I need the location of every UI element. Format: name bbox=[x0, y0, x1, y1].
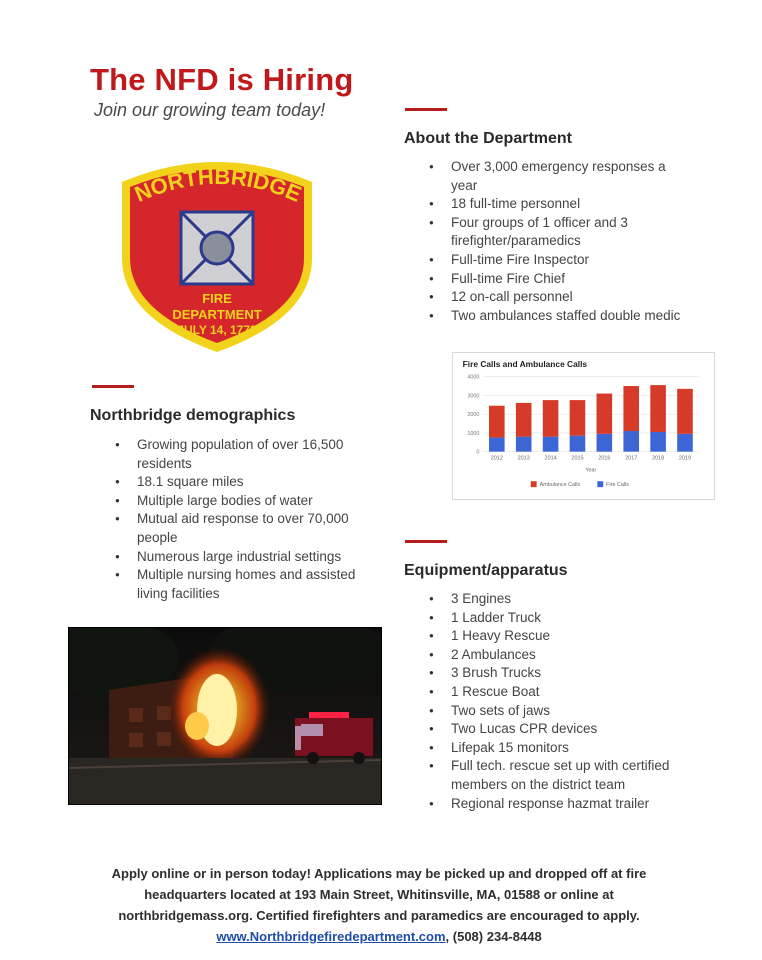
demographics-item: ● 18.1 square miles bbox=[111, 473, 371, 492]
equipment-item: ● 1 Rescue Boat bbox=[425, 683, 695, 702]
chart-bar-fire-2017 bbox=[623, 431, 639, 452]
chart-bar-fire-2014 bbox=[543, 437, 559, 452]
chart-bar-fire-2019 bbox=[677, 434, 693, 452]
about-divider bbox=[405, 108, 447, 111]
equipment-list bbox=[425, 590, 695, 813]
footer-line-1: Apply online or in person today! Applications may be picked up and dropped off at fire bbox=[111, 866, 647, 881]
equipment-item: ● Lifepak 15 monitors bbox=[425, 739, 695, 758]
demographics-item: ● Multiple large bodies of water bbox=[111, 492, 371, 511]
chart-bar-ambulance-2016 bbox=[597, 394, 613, 434]
chart-x-tick-label: 2012 bbox=[490, 455, 503, 462]
chart-x-axis-label: Year bbox=[585, 467, 597, 474]
about-item: ● 18 full-time personnel bbox=[425, 195, 685, 214]
equipment-divider bbox=[405, 540, 447, 543]
chart-bar-fire-2013 bbox=[516, 437, 532, 452]
patch-line-date: JULY 14, 1772 bbox=[177, 323, 257, 337]
equipment-item: ● 3 Engines bbox=[425, 590, 695, 609]
equipment-item: ● 1 Heavy Rescue bbox=[425, 627, 695, 646]
equipment-item: ● 3 Brush Trucks bbox=[425, 664, 695, 683]
equipment-item: ● 2 Ambulances bbox=[425, 646, 695, 665]
page-subtitle: Join our growing team today! bbox=[94, 100, 326, 120]
demographics-item: ● Multiple nursing homes and assisted living facilities bbox=[111, 566, 371, 603]
chart-legend-swatch bbox=[597, 481, 603, 487]
about-item: ● Over 3,000 emergency responses a year bbox=[425, 158, 685, 195]
about-item: ● Full-time Fire Inspector bbox=[425, 251, 685, 270]
northbridge-fire-patch-logo bbox=[114, 148, 320, 354]
chart-bar-ambulance-2012 bbox=[489, 406, 505, 438]
equipment-item: ● Full tech. rescue set up with certified members on the district team bbox=[425, 757, 695, 794]
chart-y-tick-label: 1000 bbox=[467, 430, 480, 437]
footer-line-4 bbox=[60, 926, 698, 947]
chart-x-tick-label: 2016 bbox=[598, 455, 611, 462]
chart-bar-fire-2018 bbox=[650, 432, 666, 452]
chart-x-tick-label: 2017 bbox=[625, 455, 638, 462]
chart-y-tick-label: 4000 bbox=[467, 374, 480, 381]
footer-line-3: northbridgemass.org. Certified firefighters and paramedics are encouraged to apply. bbox=[118, 908, 640, 923]
footer-line-2: headquarters located at 193 Main Street, Whitinsville, MA, 01588 or online at bbox=[144, 887, 614, 902]
page-title: The NFD is Hiring bbox=[90, 62, 354, 97]
about-list bbox=[425, 158, 685, 325]
about-item: ● Two ambulances staffed double medic bbox=[425, 307, 685, 326]
chart-x-tick-label: 2013 bbox=[517, 455, 530, 462]
patch-line-fire: FIRE bbox=[202, 291, 232, 306]
chart-bar-fire-2012 bbox=[489, 438, 505, 452]
chart-x-tick-label: 2019 bbox=[678, 455, 692, 462]
about-item: ● Full-time Fire Chief bbox=[425, 270, 685, 289]
footer-apply-info bbox=[60, 863, 698, 947]
equipment-item: ● Two sets of jaws bbox=[425, 702, 695, 721]
demographics-item: ● Mutual aid response to over 70,000 people bbox=[111, 510, 371, 547]
chart-bar-fire-2015 bbox=[570, 436, 586, 452]
house-fire-photo bbox=[68, 627, 382, 805]
equipment-item: ● 1 Ladder Truck bbox=[425, 609, 695, 628]
demographics-divider bbox=[92, 385, 134, 388]
chart-bar-ambulance-2018 bbox=[650, 385, 666, 432]
about-item: ● Four groups of 1 officer and 3 firefighter/paramedics bbox=[425, 214, 685, 251]
equipment-item: ● Two Lucas CPR devices bbox=[425, 720, 695, 739]
chart-bar-ambulance-2019 bbox=[677, 389, 693, 434]
equipment-item: ● Regional response hazmat trailer bbox=[425, 795, 695, 814]
chart-bar-ambulance-2015 bbox=[570, 400, 586, 436]
chart-bar-ambulance-2014 bbox=[543, 400, 559, 437]
chart-bar-ambulance-2013 bbox=[516, 403, 532, 437]
chart-legend-label: Fire Calls bbox=[606, 482, 630, 489]
chart-title: Fire Calls and Ambulance Calls bbox=[462, 358, 588, 369]
chart-bar-fire-2016 bbox=[597, 434, 613, 452]
chart-legend-swatch bbox=[531, 481, 537, 487]
chart-legend-label: Ambulance Calls bbox=[539, 482, 581, 489]
chart-x-tick-label: 2014 bbox=[544, 455, 557, 462]
about-heading: About the Department bbox=[404, 130, 572, 147]
chart-y-tick-label: 3000 bbox=[467, 393, 480, 400]
chart-y-tick-label: 0 bbox=[476, 449, 480, 456]
chart-x-tick-label: 2018 bbox=[652, 455, 665, 462]
about-item: ● 12 on-call personnel bbox=[425, 288, 685, 307]
patch-line-department: DEPARTMENT bbox=[172, 307, 262, 322]
equipment-heading: Equipment/apparatus bbox=[404, 562, 568, 579]
chart-y-tick-label: 2000 bbox=[467, 412, 480, 419]
phone-number: , (508) 234-8448 bbox=[445, 929, 542, 944]
chart-x-tick-label: 2015 bbox=[571, 455, 584, 462]
demographics-heading: Northbridge demographics bbox=[90, 407, 296, 424]
patch-top-text: NORTHBRIDGE bbox=[130, 163, 305, 207]
demographics-item: ● Growing population of over 16,500 residents bbox=[111, 436, 371, 473]
chart-bar-ambulance-2017 bbox=[623, 386, 639, 431]
website-link[interactable]: www.Northbridgefiredepartment.com bbox=[216, 929, 446, 944]
demographics-list bbox=[111, 436, 371, 603]
demographics-item: ● Numerous large industrial settings bbox=[111, 548, 371, 567]
calls-bar-chart bbox=[452, 352, 715, 500]
